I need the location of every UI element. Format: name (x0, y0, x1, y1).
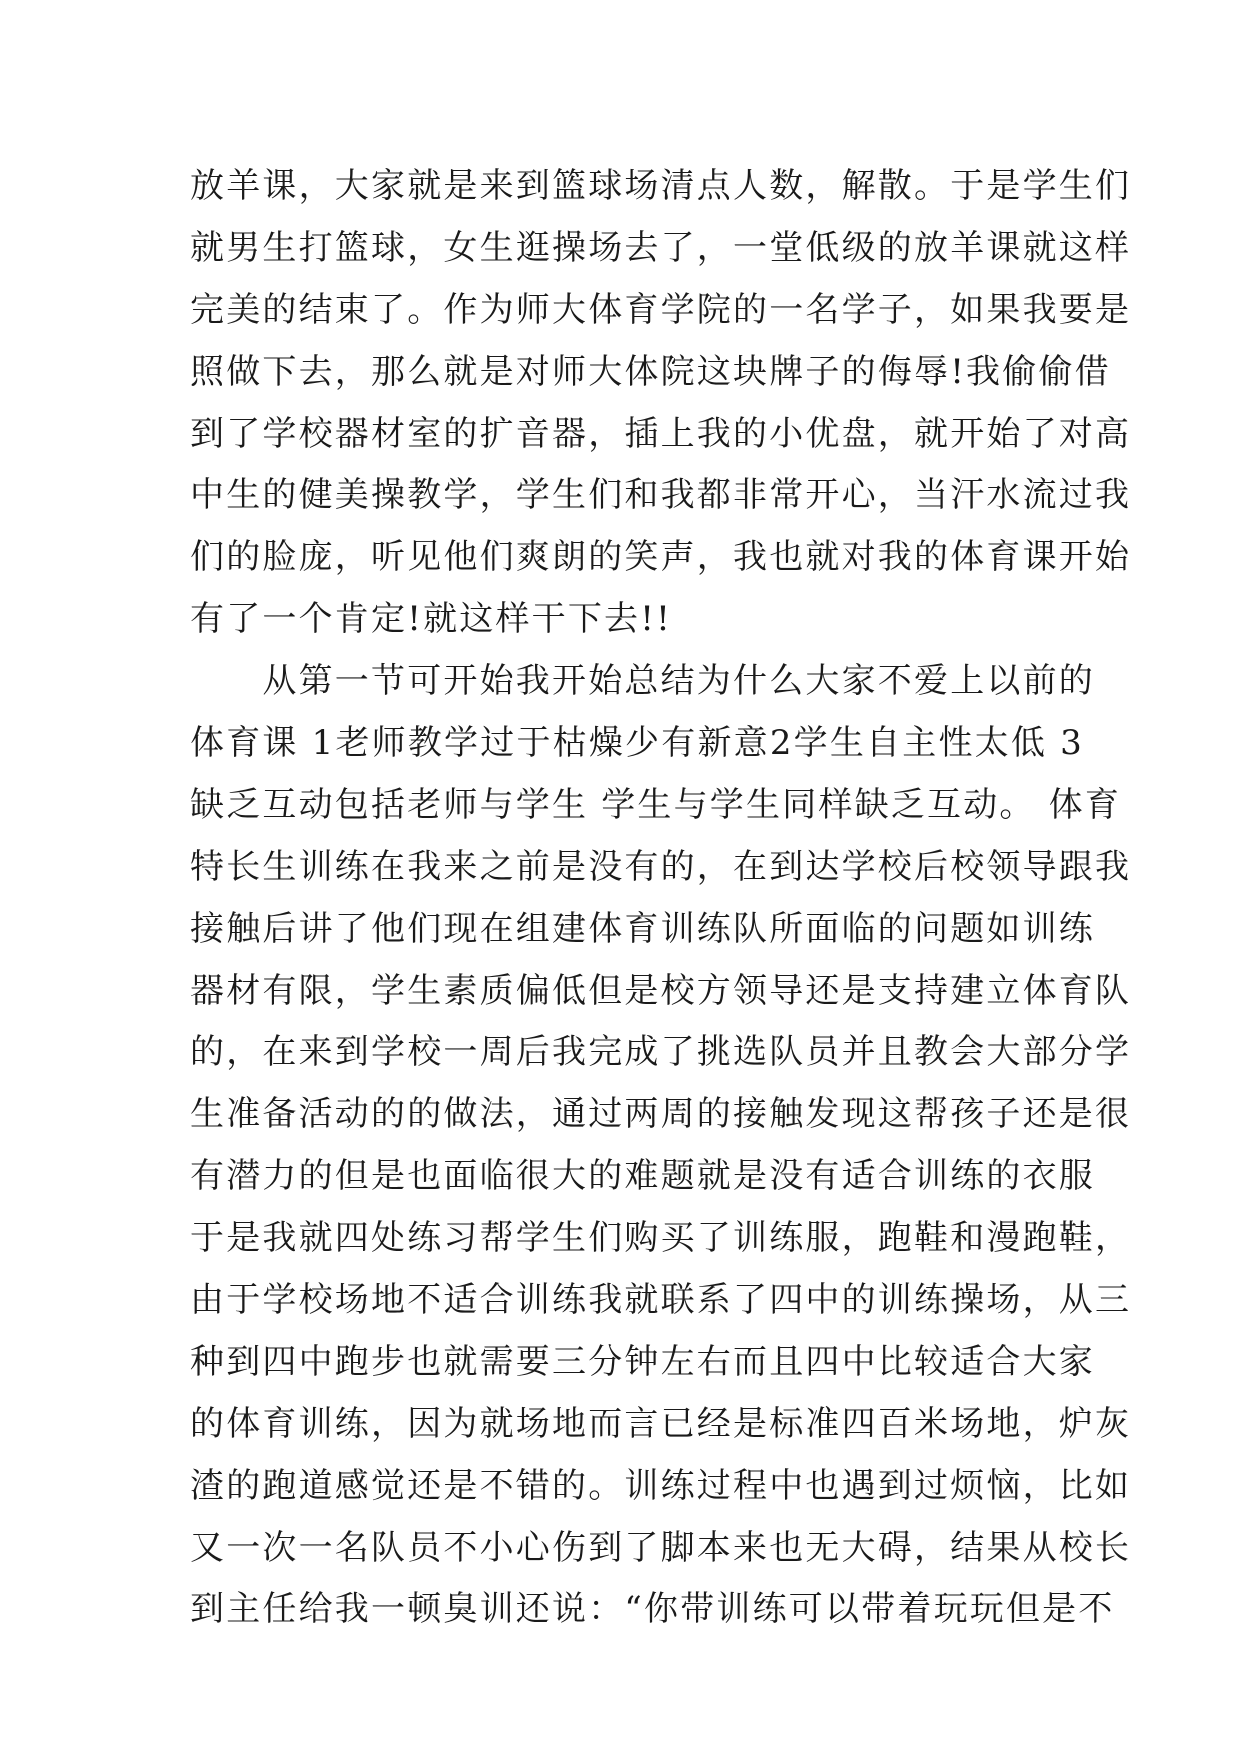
text-line: 有潜力的但是也面临很大的难题就是没有适合训练的衣服 (190, 1156, 1095, 1197)
text-line: 种到四中跑步也就需要三分钟左右而且四中比较适合大家 (190, 1341, 1095, 1382)
text-line: 于是我就四处练习帮学生们购买了训练服，跑鞋和漫跑鞋， (190, 1218, 1132, 1259)
text-line: 放羊课，大家就是来到篮球场清点人数，解散。于是学生们 (190, 166, 1132, 206)
text-line: 到主任给我一顿臭训还说：“你带训练可以带着玩玩但是不 (190, 1589, 1115, 1630)
body-text (190, 156, 1132, 1641)
text-line: 的，在来到学校一周后我完成了挑选队员并且教会大部分学 (190, 1032, 1132, 1073)
text-line: 到了学校器材室的扩音器，插上我的小优盘，就开始了对高 (190, 413, 1132, 454)
text-line: 的体育训练，因为就场地而言已经是标准四百米场地，炉灰 (190, 1403, 1132, 1444)
text-line: 照做下去，那么就是对师大体院这块牌子的侮辱!我偷偷借 (190, 351, 1111, 392)
paragraph-start-line: 从第一节可开始我开始总结为什么大家不爱上以前的 (190, 661, 1095, 702)
text-line: 又一次一名队员不小心伤到了脚本来也无大碍，结果从校长 (190, 1527, 1132, 1568)
text-line: 们的脸庞，听见他们爽朗的笑声，我也就对我的体育课开始 (190, 537, 1132, 578)
text-line: 中生的健美操教学，学生们和我都非常开心，当汗水流过我 (190, 475, 1132, 516)
text-line: 缺乏互动包括老师与学生 学生与学生同样缺乏互动。 体育 (190, 784, 1122, 825)
text-line: 渣的跑道感觉还是不错的。训练过程中也遇到过烦恼，比如 (190, 1465, 1132, 1506)
text-line: 完美的结束了。作为师大体育学院的一名学子，如果我要是 (190, 289, 1132, 330)
text-line: 就男生打篮球，女生逛操场去了，一堂低级的放羊课就这样 (190, 227, 1132, 268)
text-line: 体育课 1老师教学过于枯燥少有新意2学生自主性太低 3 (190, 723, 1084, 764)
text-line: 有了一个肯定!就这样干下去!! (190, 599, 672, 640)
text-line: 生准备活动的的做法，通过两周的接触发现这帮孩子还是很 (190, 1094, 1132, 1135)
text-line: 特长生训练在我来之前是没有的，在到达学校后校领导跟我 (190, 846, 1132, 887)
text-line: 器材有限，学生素质偏低但是校方领导还是支持建立体育队 (190, 970, 1132, 1011)
text-line: 接触后讲了他们现在组建体育训练队所面临的问题如训练 (190, 908, 1095, 949)
text-line: 由于学校场地不适合训练我就联系了四中的训练操场，从三 (190, 1280, 1132, 1321)
